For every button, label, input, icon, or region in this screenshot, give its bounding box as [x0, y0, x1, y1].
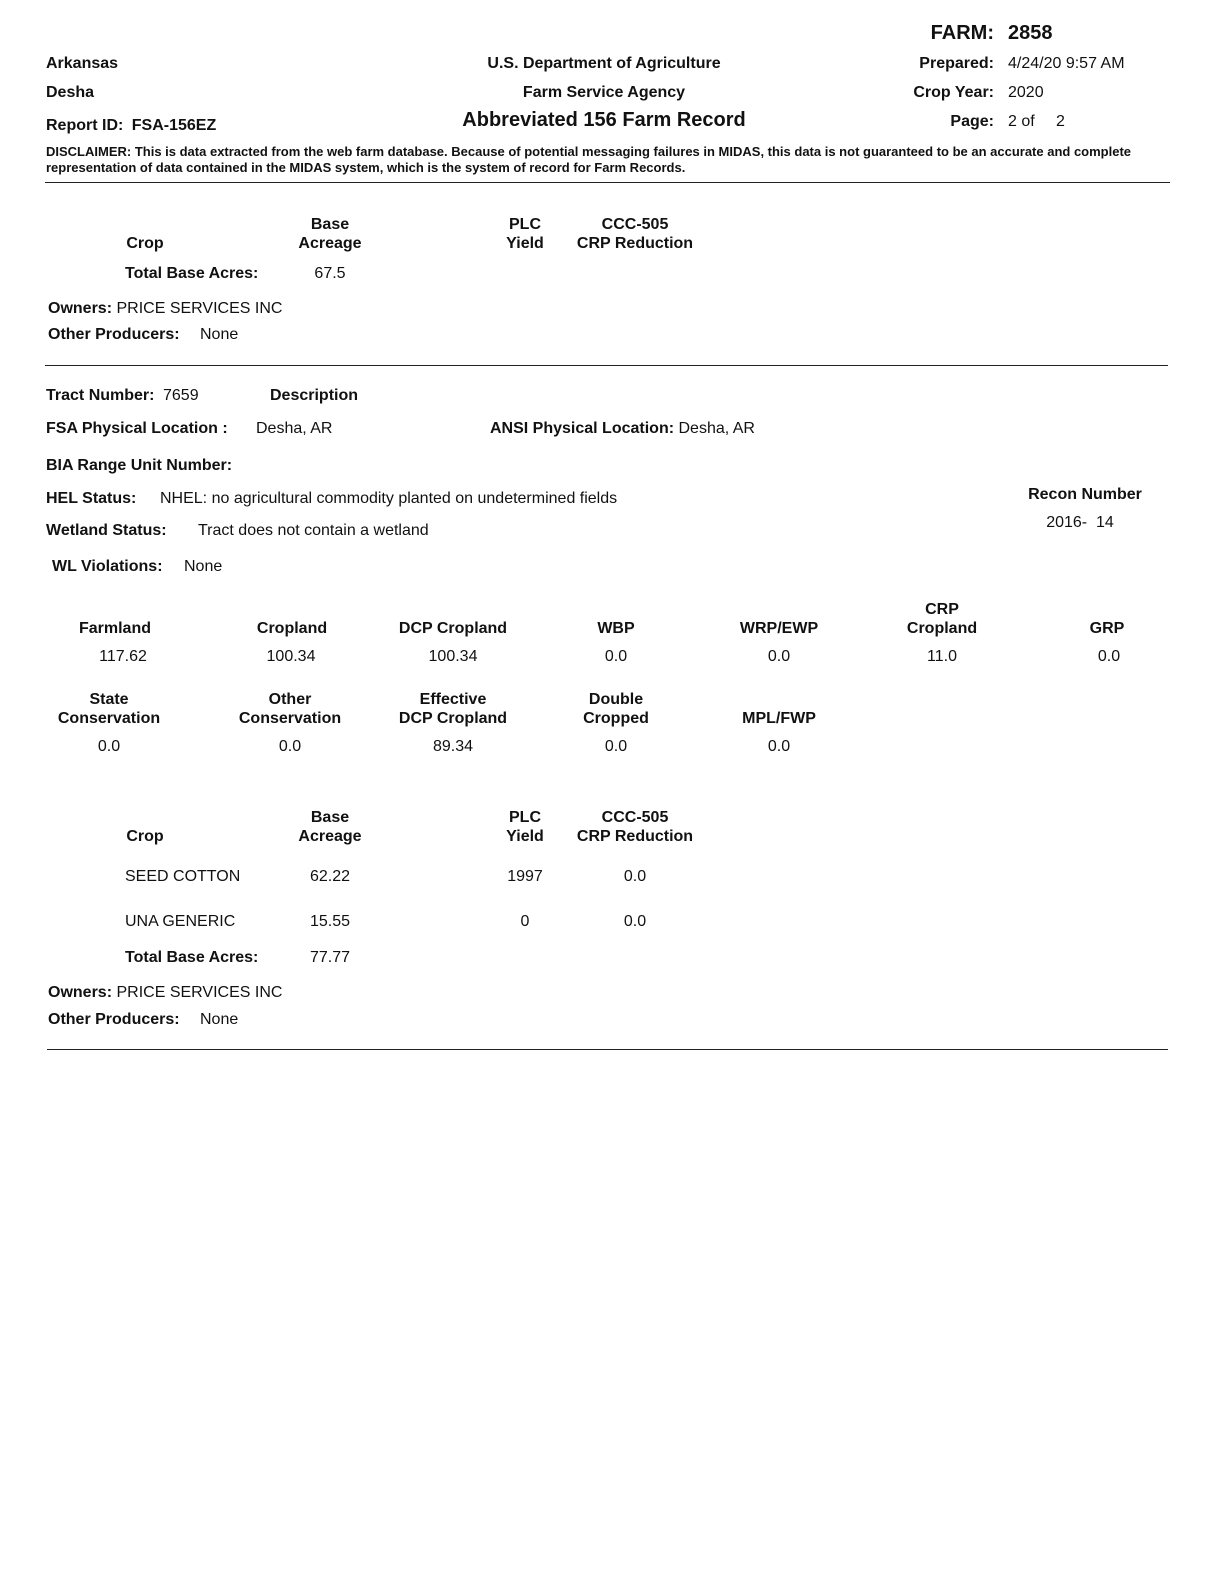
col-header-plc-line2: Yield: [506, 828, 544, 845]
land-header-cropland: Cropland: [256, 620, 328, 637]
wl-violations-label: WL Violations:: [52, 558, 163, 575]
county-name: Desha: [46, 84, 95, 101]
crop-ccc-reduction: 0.0: [623, 913, 647, 930]
ansi-location: [490, 420, 755, 438]
fsa-location-value: Desha, AR: [256, 420, 333, 437]
report-id-label: Report ID:: [46, 117, 124, 134]
land-header-wbp: WBP: [597, 620, 635, 637]
crop-name: UNA GENERIC: [125, 913, 236, 930]
col-header-base-line1: Base: [310, 809, 350, 826]
wl-violations-value: None: [184, 558, 223, 575]
land-value-crp-cropland: 11.0: [927, 648, 957, 665]
page-label: Page:: [950, 113, 994, 130]
land-header-other-conservation: Other Conservation: [238, 691, 342, 727]
farm-other-producers-value: None: [200, 326, 239, 343]
land-value-dcp-cropland: 100.34: [428, 648, 478, 665]
tract-other-producers-value: None: [200, 1011, 239, 1028]
tract-owners-label: Owners:: [48, 984, 113, 1001]
prepared-label: Prepared:: [919, 55, 994, 72]
land-header-mpl-fwp: MPL/FWP: [742, 710, 816, 727]
land-header-dcp-cropland: DCP Cropland: [398, 620, 508, 637]
land-header-grp: GRP: [1089, 620, 1125, 637]
farm-number: 2858: [1008, 22, 1053, 44]
col-header-base: [280, 808, 380, 846]
land-value-grp: 0.0: [1097, 648, 1121, 665]
land-header-farmland: Farmland: [78, 620, 151, 637]
col-header-plc: [485, 215, 565, 253]
crop-base-acreage: 15.55: [309, 913, 351, 930]
farm-owners: [48, 300, 282, 318]
farm-owners-label: Owners:: [48, 300, 113, 317]
col-header-crop: Crop: [126, 235, 164, 252]
land-value-double-cropped: 0.0: [604, 738, 628, 755]
tract-total-base-value: 77.77: [309, 949, 351, 966]
col-header-ccc-line2: CRP Reduction: [576, 828, 694, 845]
land-header-wrp-ewp: WRP/EWP: [739, 620, 819, 637]
land-header-crp-cropland: CRP Cropland: [906, 601, 978, 637]
col-header-plc-line1: PLC: [509, 809, 541, 826]
col-header-ccc: [565, 808, 705, 846]
farm-label: FARM:: [930, 22, 994, 44]
col-header-ccc-line2: CRP Reduction: [576, 235, 694, 252]
crop-base-acreage: 62.22: [309, 868, 351, 885]
tract-other-producers-label: Other Producers:: [48, 1011, 180, 1028]
crop-year-label: Crop Year:: [913, 84, 994, 101]
divider: [47, 1049, 1168, 1050]
land-value-mpl-fwp: 0.0: [767, 738, 791, 755]
report-id: [46, 117, 216, 135]
report-id-value: FSA-156EZ: [131, 117, 217, 134]
col-header-base-line1: Base: [310, 216, 350, 233]
crop-plc-yield: 0: [520, 913, 530, 930]
hel-status-value: NHEL: no agricultural commodity planted on undetermined fields: [160, 490, 618, 507]
col-header-plc-line1: PLC: [509, 216, 541, 233]
tract-description-label: Description: [270, 387, 359, 404]
land-value-cropland: 100.34: [266, 648, 316, 665]
land-header-double-cropped: Double Cropped: [583, 691, 649, 727]
prepared-value: 4/24/20 9:57 AM: [1008, 55, 1125, 72]
tract-number-label: Tract Number:: [46, 387, 155, 404]
land-value-wbp: 0.0: [604, 648, 628, 665]
land-value-farmland: 117.62: [99, 648, 147, 665]
crop-name: SEED COTTON: [125, 868, 241, 885]
land-header-state-conservation: State Conservation: [57, 691, 161, 727]
crop-plc-yield: 1997: [507, 868, 543, 885]
farm-other-producers-label: Other Producers:: [48, 326, 180, 343]
col-header-plc: [485, 808, 565, 846]
farm-total-base-label: Total Base Acres:: [125, 265, 259, 282]
bia-range-label: BIA Range Unit Number:: [46, 457, 233, 474]
land-value-wrp-ewp: 0.0: [767, 648, 791, 665]
state-name: Arkansas: [46, 55, 119, 72]
hel-status-label: HEL Status:: [46, 490, 137, 507]
crop-year-value: 2020: [1008, 84, 1044, 101]
tract-total-base-label: Total Base Acres:: [125, 949, 259, 966]
land-header-effective-dcp: Effective DCP Cropland: [398, 691, 508, 727]
recon-number-value: 2016- 14: [1046, 514, 1114, 531]
land-value-effective-dcp: 89.34: [432, 738, 474, 755]
page-current: 2 of: [1008, 113, 1035, 130]
col-header-base-line2: Acreage: [298, 235, 362, 252]
divider: [45, 182, 1170, 183]
land-value-other-conservation: 0.0: [278, 738, 302, 755]
page-total: 2: [1056, 113, 1065, 130]
col-header-base-line2: Acreage: [298, 828, 362, 845]
col-header-ccc-line1: CCC-505: [601, 809, 669, 826]
crop-ccc-reduction: 0.0: [623, 868, 647, 885]
tract-owners-value: PRICE SERVICES INC: [116, 984, 283, 1001]
fsa-location-label: FSA Physical Location :: [46, 420, 228, 437]
col-header-ccc: [565, 215, 705, 253]
col-header-crop: Crop: [126, 828, 164, 845]
col-header-ccc-line1: CCC-505: [601, 216, 669, 233]
wetland-status-value: Tract does not contain a wetland: [198, 522, 429, 539]
tract-number-value: 7659: [163, 387, 199, 404]
col-header-plc-line2: Yield: [506, 235, 544, 252]
farm-owners-value: PRICE SERVICES INC: [116, 300, 283, 317]
disclaimer-text: DISCLAIMER: This is data extracted from the web farm database. Because of potential messaging failures in MIDAS, this data is not guaranteed to be an accurate and complete representation of data contained in the MIDAS system, which is the system of record for Farm Records.: [46, 144, 1132, 175]
col-header-base: [280, 215, 380, 253]
land-value-state-conservation: 0.0: [97, 738, 121, 755]
ansi-location-label: ANSI Physical Location:: [490, 420, 675, 437]
ansi-location-value: Desha, AR: [678, 420, 755, 437]
recon-number-label: Recon Number: [1028, 486, 1142, 503]
wetland-status-label: Wetland Status:: [46, 522, 167, 539]
agency-line1: U.S. Department of Agriculture: [487, 55, 721, 72]
agency-line2: Farm Service Agency: [522, 84, 686, 101]
farm-total-base-value: 67.5: [314, 265, 346, 282]
tract-owners: [48, 984, 282, 1002]
divider: [45, 365, 1168, 366]
report-title: Abbreviated 156 Farm Record: [462, 109, 746, 131]
